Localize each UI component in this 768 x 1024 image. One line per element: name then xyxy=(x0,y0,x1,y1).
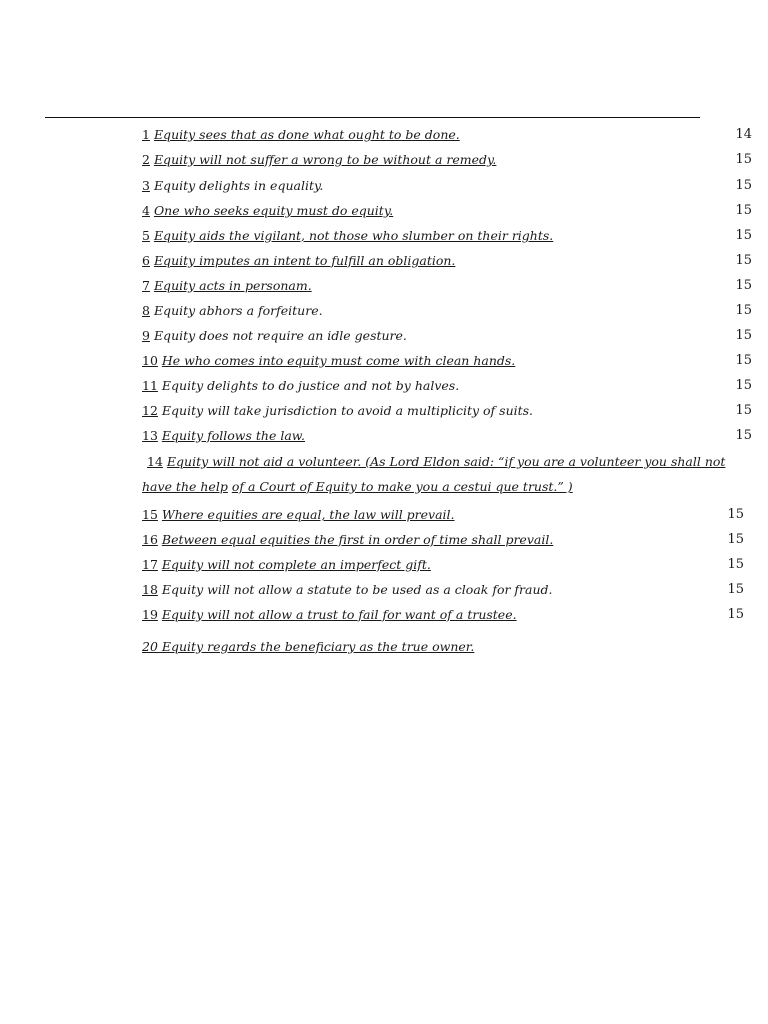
item-number: 5 xyxy=(142,228,150,243)
item-text: Equity will not suffer a wrong to be without a remedy. xyxy=(153,152,497,167)
item-text: Equity will not complete an imperfect gift. xyxy=(161,557,431,572)
toc-item[interactable] xyxy=(142,582,553,598)
item-text: Equity will take jurisdiction to avoid a multiplicity of suits. xyxy=(161,403,534,418)
item-text: Equity follows the law. xyxy=(161,428,305,443)
toc-item[interactable] xyxy=(142,178,323,194)
item-number: 13 xyxy=(142,428,158,443)
page-number: 15 xyxy=(735,152,752,167)
toc-item[interactable] xyxy=(142,532,553,548)
item-number: 15 xyxy=(142,507,158,522)
page-number: 15 xyxy=(735,278,752,293)
item-text: Between equal equities the first in order of time shall prevail. xyxy=(161,532,554,547)
toc-item[interactable] xyxy=(142,557,431,573)
toc-item[interactable] xyxy=(142,228,553,244)
page-number: 15 xyxy=(735,178,752,193)
toc-item[interactable] xyxy=(142,152,496,168)
page-number: 15 xyxy=(735,428,752,443)
item-number: 19 xyxy=(142,607,158,622)
toc-item[interactable] xyxy=(142,607,517,623)
item-number: 8 xyxy=(142,303,150,318)
item-text: Equity delights in equality. xyxy=(153,178,324,193)
item-number: 3 xyxy=(142,178,150,193)
page-number: 15 xyxy=(735,378,752,393)
item-number: 12 xyxy=(142,403,158,418)
item-text: Equity will not allow a statute to be used as a cloak for fraud. xyxy=(161,582,553,597)
page-number: 15 xyxy=(727,507,744,522)
page-number: 15 xyxy=(735,253,752,268)
toc-item[interactable] xyxy=(142,278,312,294)
toc-item[interactable] xyxy=(142,428,305,444)
page-number: 15 xyxy=(735,403,752,418)
page-number: 15 xyxy=(727,607,744,622)
toc-item[interactable] xyxy=(142,328,407,344)
page-number: 15 xyxy=(727,582,744,597)
toc-item[interactable] xyxy=(142,253,455,269)
toc-item[interactable] xyxy=(147,454,725,470)
item-text: Equity acts in personam. xyxy=(153,278,312,293)
item-text: Equity aids the vigilant, not those who slumber on their rights. xyxy=(153,228,554,243)
item-number: 14 xyxy=(147,454,163,469)
item-text: One who seeks equity must do equity. xyxy=(153,203,394,218)
page-number: 15 xyxy=(735,203,752,218)
item-text: Equity sees that as done what ought to be done. xyxy=(153,127,460,142)
item-text: Equity delights to do justice and not by halves. xyxy=(161,378,460,393)
item-text: Equity abhors a forfeiture. xyxy=(153,303,323,318)
page-number: 15 xyxy=(735,303,752,318)
toc-item[interactable] xyxy=(142,203,393,219)
item-number: 18 xyxy=(142,582,158,597)
item-number: 1 xyxy=(142,127,150,142)
item-number: 16 xyxy=(142,532,158,547)
item-number: 6 xyxy=(142,253,150,268)
item-number: 7 xyxy=(142,278,150,293)
top-rule xyxy=(45,117,700,118)
toc-item[interactable] xyxy=(142,378,459,394)
item-number: 11 xyxy=(142,378,158,393)
item-text: Equity imputes an intent to fulfill an obligation. xyxy=(153,253,456,268)
page-number: 15 xyxy=(727,532,744,547)
toc-item-continuation[interactable] xyxy=(142,479,573,495)
item-text: of a Court of Equity to make you a cestui que trust.” ) xyxy=(231,479,573,494)
toc-item[interactable] xyxy=(142,639,474,655)
page-number: 15 xyxy=(735,328,752,343)
toc-item[interactable] xyxy=(142,507,455,523)
item-text: He who comes into equity must come with clean hands. xyxy=(161,353,516,368)
item-text: 20 Equity regards the beneficiary as the true owner. xyxy=(142,639,475,654)
item-text: Where equities are equal, the law will prevail. xyxy=(161,507,455,522)
page-number: 15 xyxy=(727,557,744,572)
item-text: Equity will not aid a volunteer. (As Lord Eldon said: “if you are a volunteer you shall not xyxy=(166,454,726,469)
page-number: 15 xyxy=(735,228,752,243)
item-text: Equity will not allow a trust to fail for want of a trustee. xyxy=(161,607,517,622)
item-number: 17 xyxy=(142,557,158,572)
toc-item[interactable] xyxy=(142,127,460,143)
page-number: 14 xyxy=(735,127,752,142)
item-text: Equity does not require an idle gesture. xyxy=(153,328,407,343)
item-number: 4 xyxy=(142,203,150,218)
page-number: 15 xyxy=(735,353,752,368)
item-number: 2 xyxy=(142,152,150,167)
toc-item[interactable] xyxy=(142,403,533,419)
toc-item[interactable] xyxy=(142,353,515,369)
item-number: 9 xyxy=(142,328,150,343)
toc-item[interactable] xyxy=(142,303,323,319)
item-number: 10 xyxy=(142,353,158,368)
item-text: have the help xyxy=(142,479,228,494)
